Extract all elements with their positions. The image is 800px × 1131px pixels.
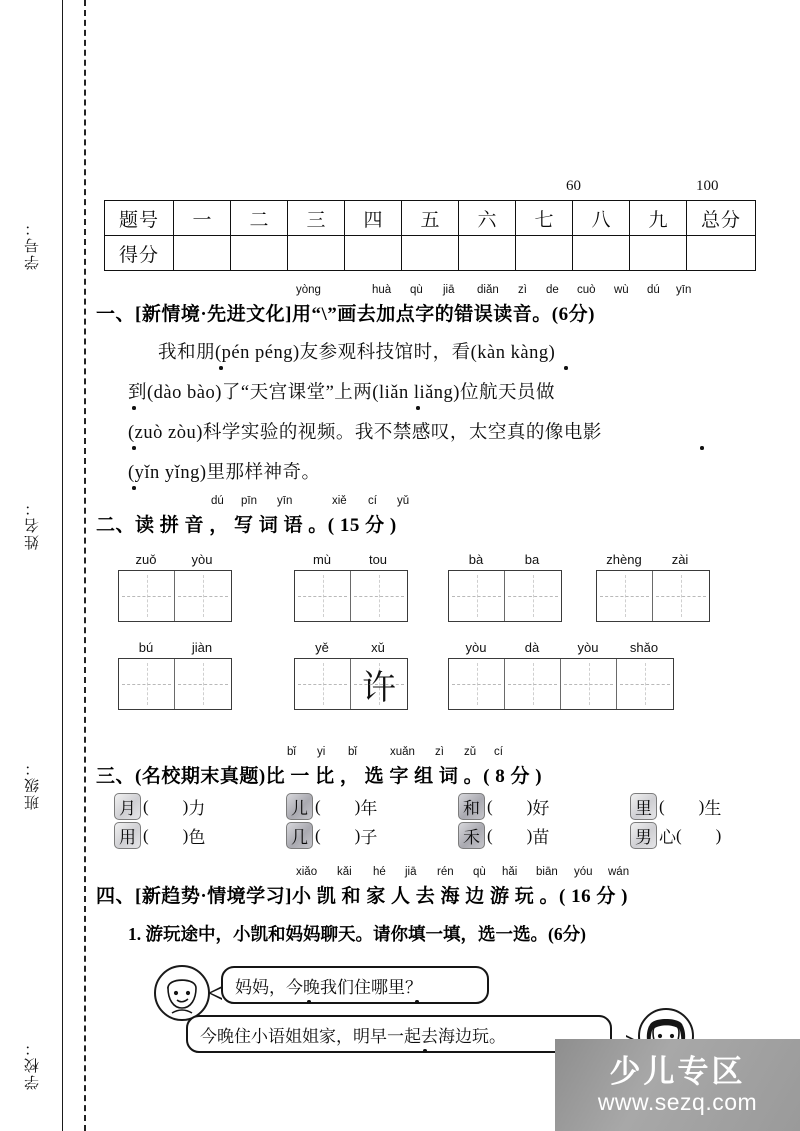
table-row-scores bbox=[105, 236, 756, 271]
writing-grid-cell[interactable] bbox=[119, 659, 175, 709]
speech-bubble-mom-text: 今晚住小语姐姐家，明早一起去海边玩。 bbox=[200, 1026, 506, 1046]
watermark bbox=[555, 1039, 800, 1131]
score-col-2: 二 bbox=[231, 201, 288, 236]
pinyin-annotation: de bbox=[546, 284, 559, 296]
pinyin-annotation: wù bbox=[614, 284, 629, 296]
score-cell-total[interactable] bbox=[687, 236, 756, 271]
section-2-heading: 二、读 拼 音 ， 写 词 语 。( 15 分 ) bbox=[96, 515, 397, 536]
writing-grid-syllable: shǎo bbox=[629, 640, 659, 655]
cell-guide bbox=[625, 575, 626, 617]
writing-grid-syllable: tou bbox=[368, 552, 388, 567]
cell-guide bbox=[203, 663, 204, 705]
tone-dot bbox=[416, 406, 420, 410]
pinyin-annotation: zǔ bbox=[464, 746, 477, 758]
choose-char-row bbox=[458, 822, 549, 849]
tone-dot bbox=[219, 366, 223, 370]
pinyin-annotation: diǎn bbox=[477, 284, 499, 296]
choice-tail-character: 心 bbox=[659, 828, 676, 847]
score-cell-5[interactable] bbox=[402, 236, 459, 271]
writing-grid-boxes bbox=[448, 570, 562, 622]
pinyin-annotation: yóu bbox=[574, 866, 593, 878]
writing-grid-cell[interactable] bbox=[119, 571, 175, 621]
writing-grid-cell[interactable] bbox=[295, 571, 351, 621]
pinyin-annotation: rén bbox=[437, 866, 454, 878]
pinyin-annotation: xiǎo bbox=[296, 866, 318, 878]
cell-guide bbox=[533, 663, 534, 705]
cell-guide bbox=[323, 663, 324, 705]
writing-grid-boxes bbox=[448, 658, 674, 710]
pinyin-annotation: bǐ bbox=[348, 746, 357, 758]
writing-grid-pinyin bbox=[118, 552, 232, 570]
score-cap-60: 60 bbox=[566, 178, 581, 194]
score-cell-3[interactable] bbox=[288, 236, 345, 271]
score-row-label-question: 题号 bbox=[105, 201, 174, 236]
score-table-caps bbox=[104, 178, 756, 200]
writing-grid-pinyin bbox=[448, 552, 562, 570]
margin-label-name: 姓名： bbox=[25, 499, 41, 551]
margin-divider-3 bbox=[62, 680, 63, 728]
section-1-line-4: (yǐn yǐng)里那样神奇。 bbox=[128, 463, 321, 483]
margin-divider-2 bbox=[62, 420, 63, 468]
section-2-pinyin-row bbox=[96, 495, 786, 510]
answer-blank-parentheses[interactable]: ( ) bbox=[659, 796, 705, 816]
tone-dot bbox=[132, 486, 136, 490]
score-col-total: 总分 bbox=[687, 201, 756, 236]
writing-grid-syllable: bà bbox=[468, 552, 484, 567]
writing-grid-boxes bbox=[118, 570, 232, 622]
watermark-brand: 少儿专区 bbox=[609, 1054, 746, 1089]
section-4-heading: 四、[新趋势·情境学习]小 凯 和 家 人 去 海 边 游 玩 。( 16 分 ) bbox=[96, 886, 628, 907]
section-4-subquestion-1: 1. 游玩途中，小凯和妈妈聊天。请你填一填，选一选。(6分) bbox=[128, 924, 586, 944]
pinyin-annotation: yīn bbox=[277, 495, 293, 507]
section-3-pinyin-row bbox=[96, 746, 786, 761]
score-cell-4[interactable] bbox=[345, 236, 402, 271]
margin-label-school: 学校： bbox=[25, 1039, 41, 1091]
writing-grid-syllable: zuǒ bbox=[135, 552, 157, 567]
choice-character-box[interactable]: 几 bbox=[286, 822, 313, 849]
pinyin-annotation: kǎi bbox=[337, 866, 352, 878]
score-col-6: 六 bbox=[459, 201, 516, 236]
cell-guide bbox=[477, 575, 478, 617]
tone-dot bbox=[564, 366, 568, 370]
writing-grid-boxes bbox=[596, 570, 710, 622]
margin-label-class: 班级： bbox=[25, 759, 41, 811]
writing-grid-pinyin bbox=[118, 640, 232, 658]
margin-divider-4 bbox=[62, 960, 63, 1008]
speech-bubble-boy-text: 妈妈，今晚我们住哪里？ bbox=[235, 977, 422, 997]
section-3-heading: 三、(名校期末真题)比 一 比 ， 选 字 组 词 。( 8 分 ) bbox=[96, 766, 543, 787]
pinyin-annotation: huà bbox=[372, 284, 392, 296]
section-4-heading-block bbox=[96, 866, 786, 908]
score-col-9: 九 bbox=[630, 201, 687, 236]
pinyin-annotation: qù bbox=[473, 866, 486, 878]
writing-grid-syllable: yòu bbox=[191, 552, 213, 567]
choose-char-row bbox=[286, 822, 377, 849]
writing-grid-cell[interactable] bbox=[175, 659, 231, 709]
writing-grid-cell[interactable] bbox=[351, 659, 407, 709]
writing-grid-syllable: yòu bbox=[465, 640, 487, 655]
choice-tail-character: 好 bbox=[532, 799, 550, 818]
cell-guide bbox=[147, 575, 148, 617]
score-col-3: 三 bbox=[288, 201, 345, 236]
section-3-heading-block bbox=[96, 746, 786, 788]
score-cell-6[interactable] bbox=[459, 236, 516, 271]
score-cell-2[interactable] bbox=[231, 236, 288, 271]
answer-blank-parentheses[interactable]: ( ) bbox=[143, 796, 189, 816]
margin-dashed-line bbox=[84, 0, 86, 1131]
score-col-4: 四 bbox=[345, 201, 402, 236]
answer-blank-parentheses[interactable]: ( ) bbox=[487, 825, 533, 845]
answer-blank-parentheses[interactable]: ( ) bbox=[487, 796, 533, 816]
table-row-question-numbers bbox=[105, 201, 756, 236]
margin-label-student-id: 学号： bbox=[25, 219, 41, 271]
score-col-7: 七 bbox=[516, 201, 573, 236]
writing-grid-syllable: xǔ bbox=[371, 640, 385, 655]
pinyin-annotation: bǐ bbox=[287, 746, 296, 758]
speech-bubble-boy bbox=[221, 966, 489, 1004]
pinyin-annotation: yǔ bbox=[397, 495, 410, 507]
choose-char-row bbox=[286, 793, 377, 820]
writing-grid-cell[interactable] bbox=[449, 571, 505, 621]
section-1-line-2: 到(dào bào)了“天宫课堂”上两(liǎn liǎng)位航天员做 bbox=[128, 383, 555, 403]
writing-grid-syllable: yě bbox=[315, 640, 329, 655]
pinyin-annotation: qù bbox=[410, 284, 423, 296]
cell-guide bbox=[645, 663, 646, 705]
writing-grid-pinyin bbox=[294, 640, 408, 658]
tone-dot bbox=[132, 446, 136, 450]
writing-grid-boxes bbox=[294, 570, 408, 622]
score-cell-1[interactable] bbox=[174, 236, 231, 271]
writing-grid-syllable: bú bbox=[138, 640, 154, 655]
writing-grid-cell[interactable] bbox=[449, 659, 505, 709]
writing-grid-group bbox=[118, 640, 232, 710]
writing-grid-syllable: zài bbox=[671, 552, 689, 567]
choice-character-box[interactable]: 和 bbox=[458, 793, 485, 820]
writing-grid-pinyin bbox=[294, 552, 408, 570]
cell-guide bbox=[323, 575, 324, 617]
cell-guide bbox=[147, 663, 148, 705]
choice-character-box[interactable]: 禾 bbox=[458, 822, 485, 849]
pinyin-annotation: xiě bbox=[332, 495, 347, 507]
section-1-heading: 一、[新情境·先进文化]用“\”画去加点字的错误读音。(6分) bbox=[96, 304, 595, 325]
writing-grid-cell[interactable] bbox=[505, 571, 561, 621]
choice-tail-character: 年 bbox=[360, 799, 378, 818]
section-2-heading-block bbox=[96, 495, 786, 537]
cell-guide bbox=[203, 575, 204, 617]
writing-grid-syllable: jiàn bbox=[191, 640, 213, 655]
pinyin-annotation: jiā bbox=[405, 866, 417, 878]
pinyin-annotation: xuǎn bbox=[390, 746, 415, 758]
pinyin-annotation: jiā bbox=[443, 284, 455, 296]
cell-guide bbox=[533, 575, 534, 617]
choose-char-row bbox=[458, 793, 549, 820]
pinyin-annotation: cí bbox=[368, 495, 377, 507]
watermark-url: www.sezq.com bbox=[597, 1089, 758, 1115]
choice-character-box[interactable]: 男 bbox=[630, 822, 657, 849]
writing-grid-pinyin bbox=[596, 552, 710, 570]
cell-guide bbox=[681, 575, 682, 617]
tone-dot bbox=[307, 1000, 311, 1004]
choice-character-box[interactable]: 用 bbox=[114, 822, 141, 849]
cell-guide bbox=[477, 663, 478, 705]
pinyin-annotation: biān bbox=[536, 866, 558, 878]
pinyin-annotation: zì bbox=[435, 746, 444, 758]
writing-grid-cell[interactable] bbox=[561, 659, 617, 709]
writing-grid-group bbox=[448, 552, 562, 622]
writing-grid-syllable: zhèng bbox=[606, 552, 642, 567]
pinyin-annotation: hǎi bbox=[502, 866, 518, 878]
cell-guide bbox=[379, 575, 380, 617]
score-row-label-points: 得分 bbox=[105, 236, 174, 271]
answer-blank-parentheses[interactable]: ( ) bbox=[315, 796, 361, 816]
written-character: 许 bbox=[362, 669, 396, 707]
score-table bbox=[104, 200, 756, 271]
pinyin-annotation: cuò bbox=[577, 284, 596, 296]
writing-grid-group bbox=[596, 552, 710, 622]
tone-dot bbox=[423, 1049, 427, 1053]
writing-grid-boxes bbox=[294, 658, 408, 710]
section-1-line-3: (zuò zòu)科学实验的视频。我不禁感叹，太空真的像电影 bbox=[128, 423, 602, 443]
pinyin-annotation: hé bbox=[373, 866, 386, 878]
writing-grid-syllable: ba bbox=[524, 552, 540, 567]
tone-dot bbox=[132, 406, 136, 410]
writing-grid-group bbox=[294, 552, 408, 622]
choice-tail-character: 生 bbox=[704, 799, 722, 818]
score-table-container bbox=[104, 178, 756, 271]
choice-tail-character: 子 bbox=[360, 828, 378, 847]
answer-blank-parentheses[interactable]: ( ) bbox=[143, 825, 189, 845]
pinyin-annotation: yòng bbox=[296, 284, 321, 296]
exam-page bbox=[96, 0, 786, 1131]
writing-grid-syllable: yòu bbox=[577, 640, 599, 655]
pinyin-annotation: yīn bbox=[676, 284, 692, 296]
writing-grid-boxes bbox=[118, 658, 232, 710]
pinyin-annotation: wán bbox=[608, 866, 630, 878]
choice-tail-character: 色 bbox=[188, 828, 206, 847]
tone-dot bbox=[700, 446, 704, 450]
bubble-tail-boy bbox=[208, 986, 222, 1000]
cell-guide bbox=[589, 663, 590, 705]
writing-grid-cell[interactable] bbox=[295, 659, 351, 709]
section-4-pinyin-row bbox=[96, 866, 786, 881]
section-1-line-1: 我和朋(pén péng)友参观科技馆时，看(kàn kàng) bbox=[158, 343, 556, 363]
choice-tail-character: 苗 bbox=[532, 828, 550, 847]
pinyin-annotation: zì bbox=[518, 284, 527, 296]
choose-char-row bbox=[630, 793, 721, 820]
writing-grid-group bbox=[118, 552, 232, 622]
writing-grid-syllable: dà bbox=[524, 640, 540, 655]
writing-grid-cell[interactable] bbox=[175, 571, 231, 621]
score-col-1: 一 bbox=[174, 201, 231, 236]
choose-char-row bbox=[630, 822, 721, 849]
writing-grid-syllable: mù bbox=[312, 552, 332, 567]
score-col-8: 八 bbox=[573, 201, 630, 236]
score-cap-100: 100 bbox=[696, 178, 719, 194]
tone-dot bbox=[415, 1000, 419, 1004]
answer-blank-parentheses[interactable]: ( ) bbox=[676, 825, 722, 845]
writing-grid-cell[interactable] bbox=[653, 571, 709, 621]
writing-grid-group bbox=[448, 640, 674, 710]
pinyin-annotation: pīn bbox=[241, 495, 257, 507]
choice-character-box[interactable]: 里 bbox=[630, 793, 657, 820]
pinyin-annotation: dú bbox=[211, 495, 224, 507]
writing-grid-group bbox=[294, 640, 408, 710]
speech-bubble-mom bbox=[186, 1015, 612, 1053]
margin-divider-1 bbox=[62, 150, 63, 192]
avatar-boy bbox=[154, 965, 210, 1021]
choose-char-row bbox=[114, 793, 205, 820]
writing-grid-cell[interactable] bbox=[617, 659, 673, 709]
pinyin-annotation: yi bbox=[317, 746, 326, 758]
score-col-5: 五 bbox=[402, 201, 459, 236]
pinyin-annotation: dú bbox=[647, 284, 660, 296]
choice-character-box[interactable]: 儿 bbox=[286, 793, 313, 820]
score-cell-8[interactable] bbox=[573, 236, 630, 271]
score-cell-7[interactable] bbox=[516, 236, 573, 271]
writing-grid-cell[interactable] bbox=[351, 571, 407, 621]
writing-grid-cell[interactable] bbox=[505, 659, 561, 709]
section-1-heading-block bbox=[96, 284, 786, 326]
choice-tail-character: 力 bbox=[188, 799, 206, 818]
score-cell-9[interactable] bbox=[630, 236, 687, 271]
writing-grid-cell[interactable] bbox=[597, 571, 653, 621]
answer-blank-parentheses[interactable]: ( ) bbox=[315, 825, 361, 845]
writing-grid-pinyin bbox=[448, 640, 674, 658]
section-1-pinyin-row bbox=[96, 284, 786, 299]
pinyin-annotation: cí bbox=[494, 746, 503, 758]
choice-character-box[interactable]: 月 bbox=[114, 793, 141, 820]
choose-char-row bbox=[114, 822, 205, 849]
